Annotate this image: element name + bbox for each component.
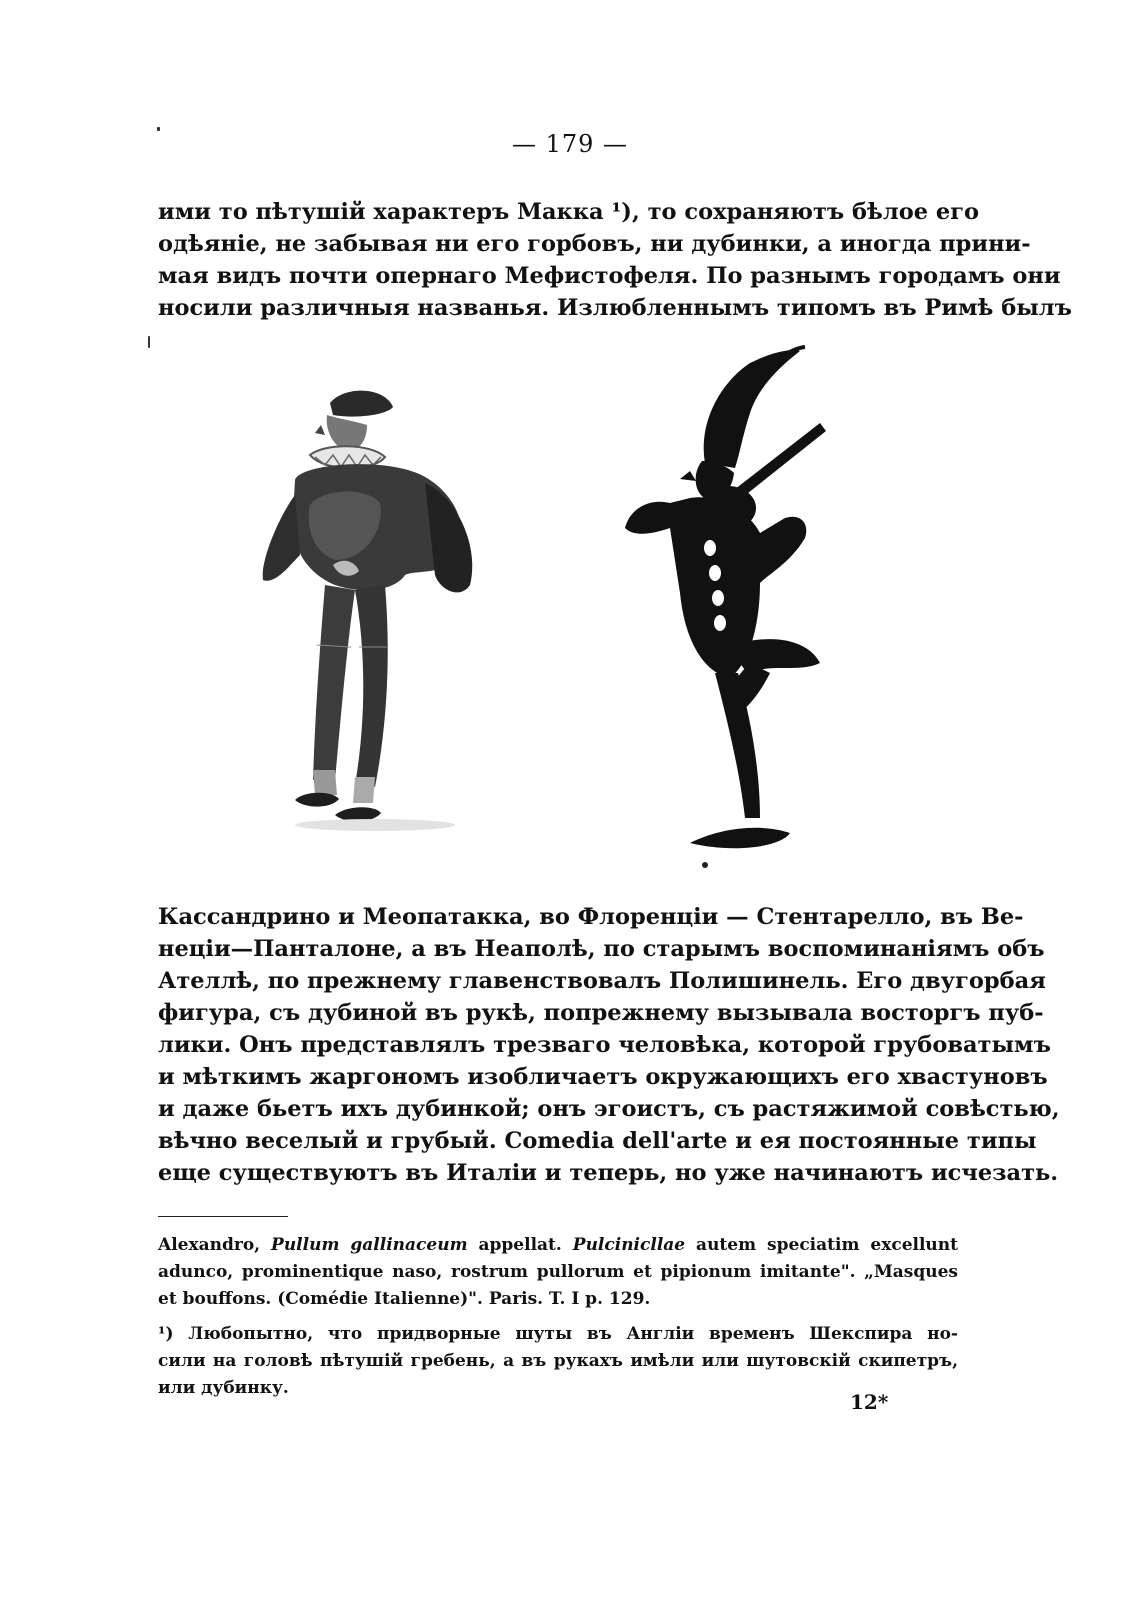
print-speck [157,127,160,131]
text-line: носили различныя названья. Излюбленнымъ типомъ въ Римѣ былъ [158,295,1072,321]
footnote-1 [158,1321,958,1402]
footnote-line: adunco, prominentique naso, rostrum pullorum et pipionum imitante". „Masques [158,1262,958,1282]
text-line: мая видъ почти опернаго Мефистофеля. По разнымъ городамъ они [158,263,1061,289]
text-line: лики. Онъ представлялъ трезваго человѣка, которой грубоватымъ [158,1032,1051,1058]
footnote-line: сили на головѣ пѣтушій гребень, а въ рукахъ имѣли или шутовскій скипетръ, [158,1351,958,1371]
text-line: Ателлѣ, по прежнему главенствовалъ Полишинель. Его двугорбая [158,968,1046,994]
text-line: и мѣткимъ жаргономъ изобличаетъ окружающихъ его хвастуновъ [158,1064,1048,1090]
footnote-line: ¹) Любопытно, что придворные шуты въ Англіи временъ Шекспира но- [158,1324,958,1344]
text-line: еще существуютъ въ Италіи и теперь, но уже начинаютъ исчезать. [158,1160,1059,1186]
footnote-line [158,1232,958,1259]
page-number: — 179 — [511,130,629,158]
footnote-italic: Pullum gallinaceum [271,1235,468,1255]
footnote-text: autem speciatim excellunt [685,1235,958,1255]
footnote-line: или дубинку. [158,1378,289,1398]
text-line: ими то пѣтушій характеръ Макка ¹), то сохраняютъ бѣлое его [158,199,979,225]
pulcinella-figure [610,343,860,878]
paragraph-top [158,196,1072,324]
footnote-rule [158,1216,288,1217]
footnote-text: appellat. [467,1235,573,1255]
text-line: вѣчно веселый и грубый. Comedia dell'arte и ея постоянные типы [158,1128,1037,1154]
text-line: одѣяніе, не забывая ни его горбовъ, ни дубинки, а иногда прини- [158,231,1031,257]
signature-mark: 12* [850,1390,889,1414]
text-line: фигура, съ дубиной въ рукѣ, попрежнему вызывала восторгъ пуб- [158,1000,1044,1026]
text-line: и даже бьетъ ихъ дубинкой; онъ эгоистъ, съ растяжимой совѣстью, [158,1096,1060,1122]
footnote-text: Alexandro, [158,1235,272,1255]
footnote-continuation [158,1232,958,1313]
print-speck [148,336,150,348]
text-line: неціи—Панталоне, а въ Неаполѣ, по старымъ воспоминаніямъ объ [158,936,1045,962]
text-line: Кассандрино и Меопатакка, во Флоренціи — Стентарелло, въ Ве- [158,904,1024,930]
footnote-line: et bouffons. (Comédie Italienne)". Paris. T. I p. 129. [158,1289,651,1309]
footnote-italic: Pulcinicllae [572,1235,686,1255]
pantalone-figure [255,385,500,835]
paragraph-bottom [158,901,1060,1189]
